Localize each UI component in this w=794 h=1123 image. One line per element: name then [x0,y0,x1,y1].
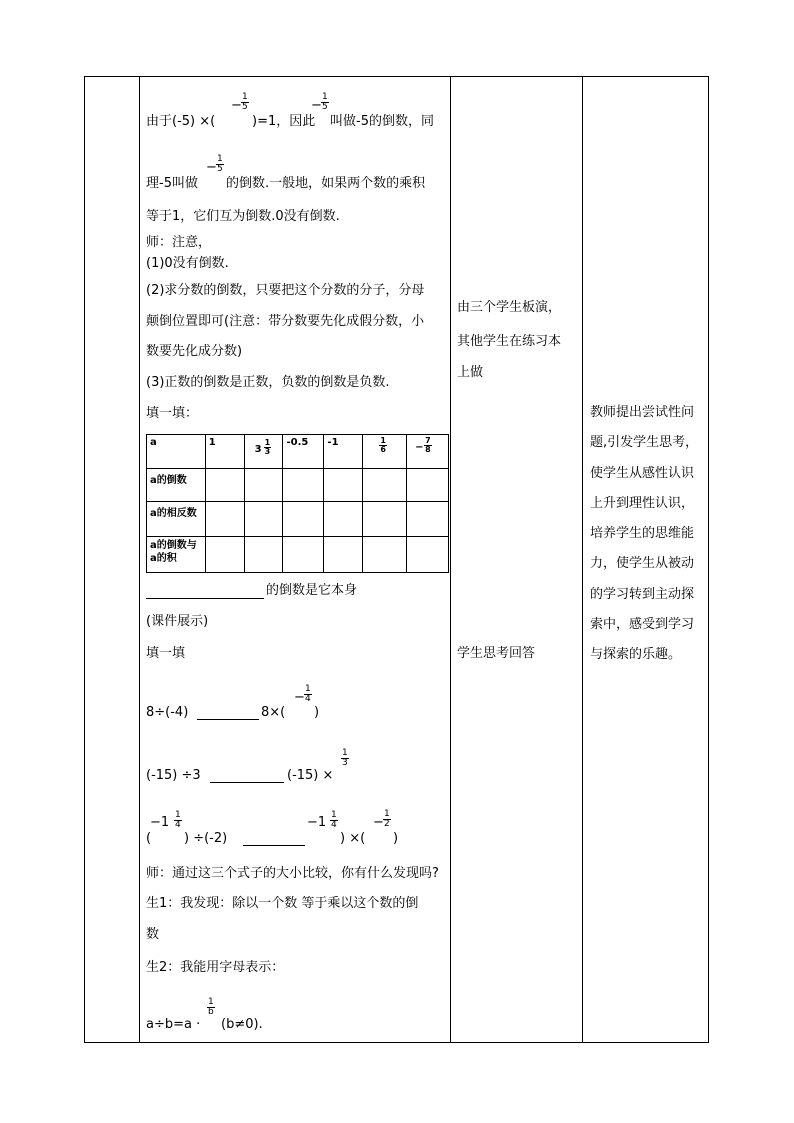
table-cell: 3 $\frac{1}{3}$ [244,435,283,469]
expression: 8÷(-4) [146,705,189,720]
fraction: $\frac{1}{4}$ [175,810,181,830]
table-cell: a的倒数 [147,469,206,502]
minus-sign: − [294,690,305,705]
expression: ) [393,831,399,846]
fraction: $\frac{1}{b}$ [208,997,214,1017]
text-line: (2)求分数的倒数，只要把这个分数的分子，分母 [146,283,425,298]
table-cell: − $\frac{7}{8}$ [407,435,449,469]
minus-sign: − [311,98,322,113]
expression: ) ÷(-2) [184,831,228,846]
text-line: 师：通过这三个式子的大小比较，你有什么发现吗? [146,866,439,881]
student-activity: 其他学生在练习本 [457,334,562,349]
text-line: (1)0没有倒数. [146,256,229,271]
fraction: $\frac{1}{4}$ [305,684,311,704]
table-cell: a [147,435,206,469]
column-divider [139,77,140,1042]
answer-blank [210,782,284,783]
fraction: $\frac{1}{5}$ [322,92,328,112]
mixed-number: −1 [307,815,327,830]
table-row [147,435,449,469]
table-row [147,537,449,573]
fraction: $\frac{1}{3}$ [342,748,348,768]
table-cell: a的相反数 [147,502,206,537]
expression: ) ×( [340,831,366,846]
fill-in-table [146,434,449,573]
expression: 8×( [261,705,286,720]
table-cell: -0.5 [283,435,324,469]
table-row [147,469,449,502]
student-activity: 上做 [457,365,484,380]
table-cell: $\frac{1}{6}$ [363,435,407,469]
column-divider [582,77,583,1042]
text-line: 的倒数是它本身 [266,583,358,598]
text-line: 生2：我能用字母表示： [146,960,285,975]
text-line: 填一填： [146,406,199,421]
text-line: 填一填 [146,646,186,661]
text-line: (课件展示) [146,614,209,629]
formula: (b≠0). [221,1017,263,1032]
expression: ) [314,705,320,720]
text-line: 由于(-5) ×( [146,114,216,129]
text-line: 生1：我发现：除以一个数 等于乘以这个数的倒 [146,896,419,911]
answer-blank [243,845,305,846]
column-divider [450,77,451,1042]
minus-sign: − [373,815,384,830]
text-line: 颠倒位置即可(注意：带分数要先化成假分数，小 [146,314,425,329]
formula: a÷b=a · [146,1017,201,1032]
mixed-number: −1 [150,815,170,830]
expression: ( [146,831,152,846]
text-line: 等于1，它们互为倒数.0没有倒数. [146,209,340,224]
answer-blank [197,719,259,720]
table-cell: -1 [324,435,363,469]
expression: (-15) × [287,768,334,783]
minus-sign: − [206,160,217,175]
text-line: 的倒数.一般地，如果两个数的乘积 [226,176,426,191]
expression: (-15) ÷3 [146,768,201,783]
text-line: 数要先化成分数) [146,344,243,359]
text-line: 理-5叫做 [146,176,198,191]
table-row [147,502,449,537]
text-line: 数 [146,927,160,942]
table-cell: 1 [205,435,244,469]
minus-sign: − [231,98,242,113]
student-activity: 学生思考回答 [457,646,536,661]
table-cell: a的倒数与a的积 [147,537,206,573]
fraction: $\frac{1}{2}$ [384,809,390,829]
fraction: $\frac{1}{5}$ [217,154,223,174]
text-line: (3)正数的倒数是正数，负数的倒数是负数. [146,375,390,390]
text-line: )=1，因此 [252,114,316,129]
fraction: $\frac{1}{5}$ [242,92,248,112]
design-intent: 教师提出尝试性问 题,引发学生思考， 使学生从感性认识 上升到理性认识， 培养学生的思维能 力，使学生从被动 的学习转到主动探 索中，感受到学习 与探索的乐趣。 [590,405,699,663]
student-activity: 由三个学生板演， [457,300,562,315]
fraction: $\frac{1}{4}$ [331,810,337,830]
answer-blank [146,598,264,599]
text-line: 叫做-5的倒数，同 [330,114,434,129]
text-line: 师：注意， [146,235,212,250]
